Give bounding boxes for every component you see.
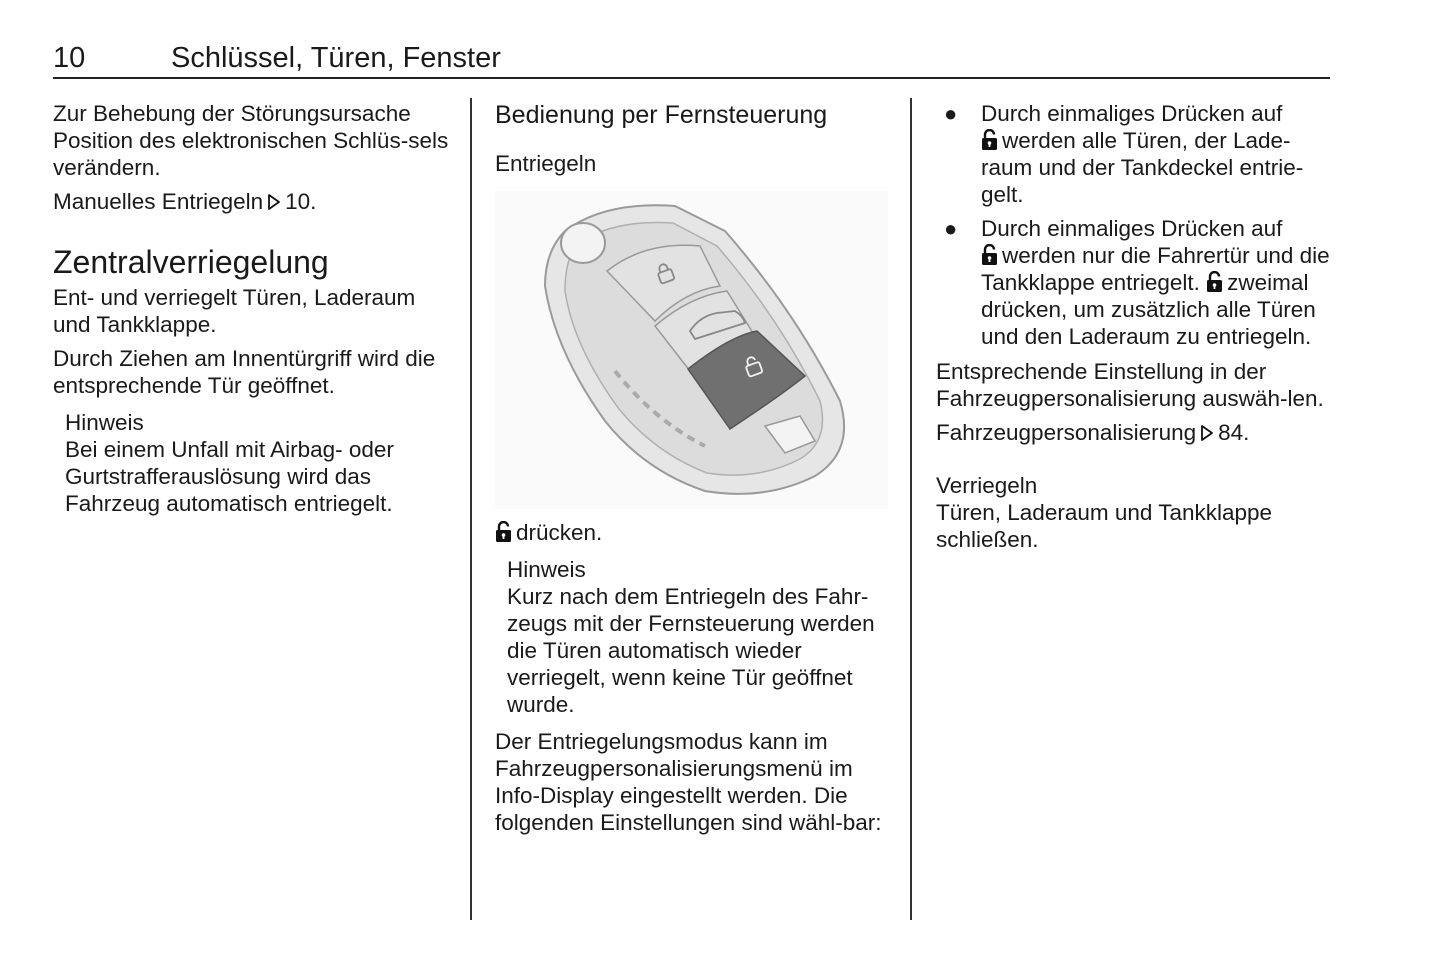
key-fob-illustration [495,191,888,509]
subheading-lock: Verriegeln [936,473,1038,498]
paragraph-press-unlock [495,519,895,546]
note-text: Kurz nach dem Entriegeln des Fahr-zeugs mit der Fernsteuerung werden die Türen automatisch wieder verriegelt, wenn keine Tür geöffnet wurde. [507,584,875,717]
paragraph-inner-handle: Durch Ziehen am Innentürgriff wird die entsprechende Tür geöffnet. [53,346,436,398]
column-2 [495,100,895,843]
paragraph-manual-unlock [53,188,453,215]
note-text: Bei einem Unfall mit Airbag- oder Gurtstrafferauslösung wird das Fahrzeug automatisch entriegelt. [65,437,394,516]
column-divider-1 [470,98,472,920]
bullet1-text-b: werden alle Türen, der Lade-raum und der Tankdeckel entrie-gelt. [981,128,1304,207]
unlock-icon [981,129,998,151]
column-1 [53,100,453,527]
bullet-icon: ● [944,101,958,126]
reference-arrow-icon [1199,424,1215,442]
unlock-icon [1206,271,1223,293]
bullet1-text-a: Durch einmaliges Drücken auf [981,101,1283,126]
paragraph-locks-doors: Ent- und verriegelt Türen, Laderaum und Tankklappe. [53,285,416,337]
unlock-icon [495,521,512,543]
paragraph-close-doors: Türen, Laderaum und Tankklappe schließen. [936,500,1273,552]
option-list [936,100,1336,350]
press-text: drücken. [516,520,603,545]
note-title: Hinweis [507,557,586,582]
manual-unlock-ref[interactable]: 10. [285,189,317,214]
paragraph-personalization [936,419,1336,446]
section-heading-central-locking: Zentralverriegelung [53,244,329,280]
note-title: Hinweis [65,410,144,435]
page-header [53,40,1330,79]
note-box [65,409,453,517]
personalization-text: Fahrzeugpersonalisierung [936,420,1197,445]
paragraph-fault-cause: Zur Behebung der Störungsursache Position des elektronischen Schlüs-sels verändern. [53,101,449,180]
bullet2-text-b: werden nur die Fahrertür und die Tankklappe entriegelt. [981,243,1330,295]
key-fob-drawing [495,191,888,509]
manual-unlock-text: Manuelles Entriegeln [53,189,264,214]
page-number: 10 [53,42,86,74]
unlock-icon [981,244,998,266]
note-box-relock [507,556,895,718]
reference-arrow-icon [266,193,282,211]
bullet2-text-c: zweimal drücken, um zusätzlich alle Türen und den Laderaum zu entriegeln. [981,270,1316,349]
subheading-unlock: Entriegeln [495,151,597,176]
column-divider-2 [910,98,912,920]
personalization-ref[interactable]: 84. [1218,420,1250,445]
section-heading-remote: Bedienung per Fernsteuerung [495,101,828,129]
column-3 [936,100,1336,560]
paragraph-unlock-mode: Der Entriegelungsmodus kann im Fahrzeugpersonalisierungsmenü im Info-Display eingestellt werden. Die folgenden Einstellungen sind wähl-bar: [495,729,882,835]
list-item [936,100,1336,208]
paragraph-setting: Entsprechende Einstellung in der Fahrzeugpersonalisierung auswäh-len. [936,359,1324,411]
bullet2-text-a: Durch einmaliges Drücken auf [981,216,1283,241]
chapter-title: Schlüssel, Türen, Fenster [171,42,501,74]
bullet-icon: ● [944,216,958,241]
list-item [936,215,1336,350]
